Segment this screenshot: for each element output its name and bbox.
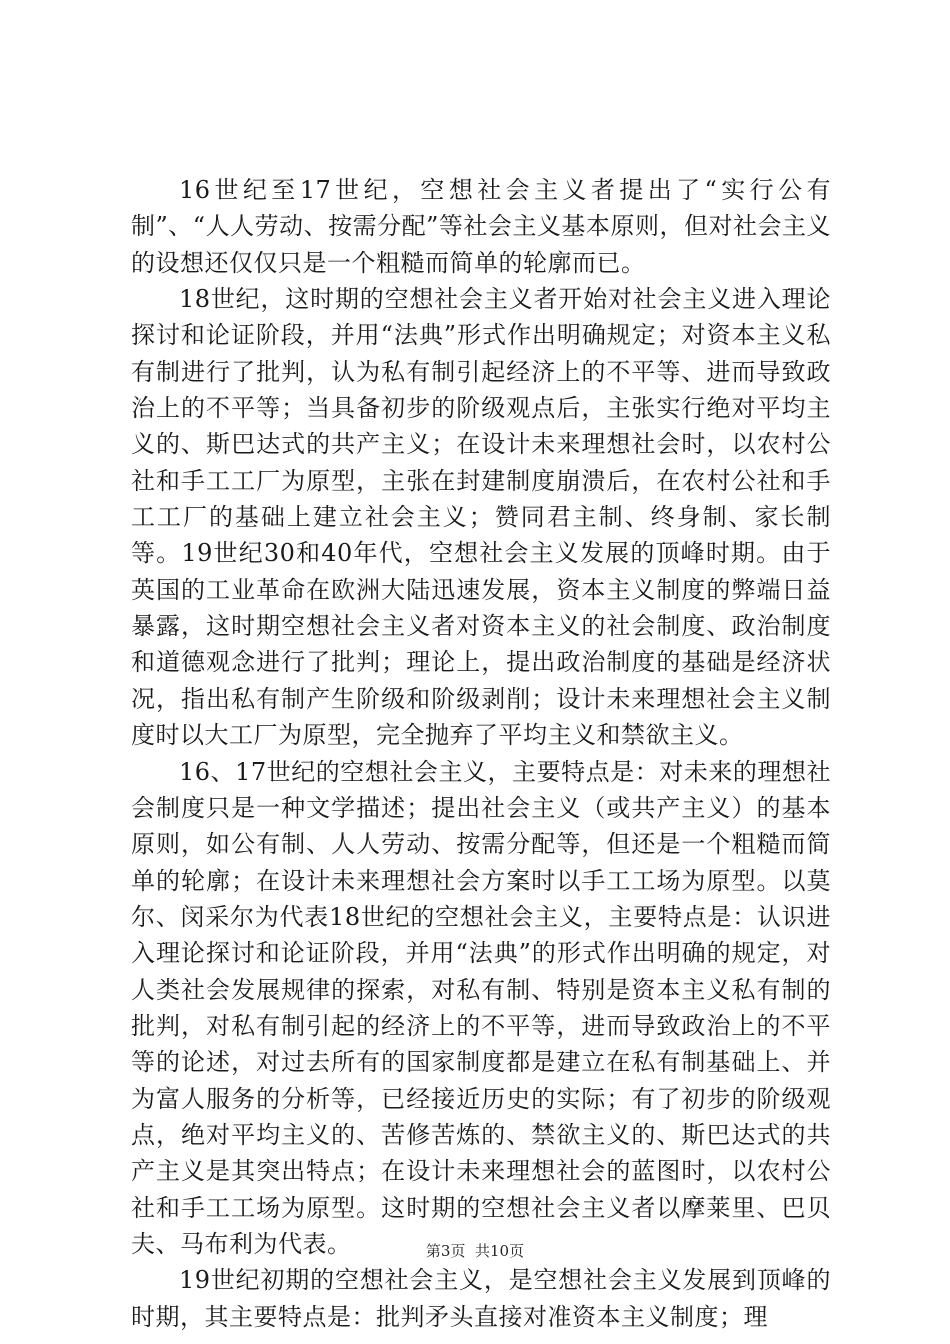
paragraph-1: 16世纪至17世纪，空想社会主义者提出了“实行公有制”、“人人劳动、按需分配”等社会主义基本原则，但对社会主义的设想还仅仅只是一个粗糙而简单的轮廓而已。 <box>131 176 831 277</box>
paragraph-4: 19世纪初期的空想社会主义，是空想社会主义发展到顶峰的时期，其主要特点是：批判矛头直接对准资本主义制度；理 <box>131 1266 831 1331</box>
body-text <box>131 172 831 1335</box>
paragraph-2: 18世纪，这时期的空想社会主义者开始对社会主义进入理论探讨和论证阶段，并用“法典”形式作出明确规定；对资本主义私有制进行了批判，认为私有制引起经济上的不平等、进而导致政治上的不平等；当具备初步的阶级观点后，主张实行绝对平均主义的、斯巴达式的共产主义；在设计未来理想社会时，以农村公社和手工工厂为原型，主张在封建制度崩溃后，在农村公社和手工工厂的基础上建立社会主义；赞同君主制、终身制、家长制等。19世纪30和40年代，空想社会主义发展的顶峰时期。由于英国的工业革命在欧洲大陆迅速发展，资本主义制度的弊端日益暴露，这时期空想社会主义者对资本主义的社会制度、政治制度和道德观念进行了批判；理论上，提出政治制度的基础是经济状况，指出私有制产生阶级和阶级剥削；设计未来理想社会主义制度时以大工厂为原型，完全抛弃了平均主义和禁欲主义。 <box>131 285 831 750</box>
page-footer: 第3页 共10页 <box>425 1242 525 1260</box>
paragraph-3: 16、17世纪的空想社会主义，主要特点是：对未来的理想社会制度只是一种文学描述；提出社会主义（或共产主义）的基本原则，如公有制、人人劳动、按需分配等，但还是一个粗糙而简单的轮廓；在设计未来理想社会方案时以手工工场为原型。以莫尔、闵采尔为代表18世纪的空想社会主义，主要特点是：认识进入理论探讨和论证阶段，并用“法典”的形式作出明确的规定，对人类社会发展规律的探索，对私有制、特别是资本主义私有制的批判，对私有制引起的经济上的不平等，进而导致政治上的不平等的论述，对过去所有的国家制度都是建立在私有制基础上、并为富人服务的分析等，已经接近历史的实际；有了初步的阶级观点，绝对平均主义的、苦修苦炼的、禁欲主义的、斯巴达式的共产主义是其突出特点；在设计未来理想社会的蓝图时，以农村公社和手工工场为原型。这时期的空想社会主义者以摩莱里、巴贝夫、马布利为代表。 <box>131 757 831 1258</box>
